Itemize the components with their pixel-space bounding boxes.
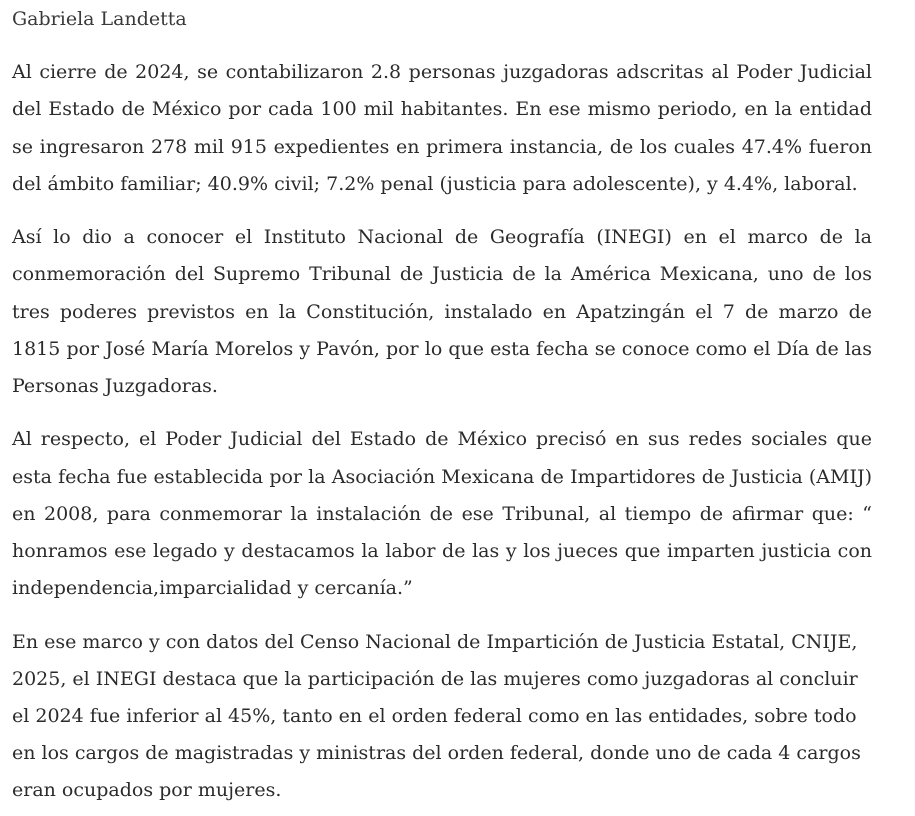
author-name: Gabriela Landetta bbox=[12, 8, 187, 30]
paragraph-1: Al cierre de 2024, se contabilizaron 2.8 personas juzgadoras adscritas al Poder Judicial del Estado de México por cada 100 mil habitantes. En ese mismo periodo, en la entidad se ingresaron 278 mil 915 expedientes en primera instancia, de los cuales 47.4% fueron del ámbito familiar; 40.9% civil; 7.2% penal (justicia para adolescente), y 4.4%, laboral. bbox=[12, 61, 872, 195]
paragraph-3: Al respecto, el Poder Judicial del Estado de México precisó en sus redes sociales que esta fecha fue establecida por la Asociación Mexicana de Impartidores de Justicia (AMIJ) en 2008, para conmemorar la instalación de ese Tribunal, al tiempo de afirmar que: “ honramos ese legado y destacamos la labor de las y los jueces que imparten justicia con independencia,imparcialidad y cercanía.” bbox=[12, 428, 872, 600]
article-body bbox=[0, 1, 872, 810]
paragraph-4: En ese marco y con datos del Censo Nacional de Impartición de Justicia Estatal, CNIJE, 2025, el INEGI destaca que la participación de las mujeres como juzgadoras al concluir el 2024 fue inferior al 45%, tanto en el orden federal como en las entidades, sobre todo en los cargos de magistradas y ministras del orden federal, donde uno de cada 4 cargos eran ocupados por mujeres. bbox=[12, 630, 861, 802]
paragraph-2: Así lo dio a conocer el Instituto Nacional de Geografía (INEGI) en el marco de la conmemoración del Supremo Tribunal de Justicia de la América Mexicana, uno de los tres poderes previstos en la Constitución, instalado en Apatzingán el 7 de marzo de 1815 por José María Morelos y Pavón, por lo que esta fecha se conoce como el Día de las Personas Juzgadoras. bbox=[12, 226, 872, 398]
